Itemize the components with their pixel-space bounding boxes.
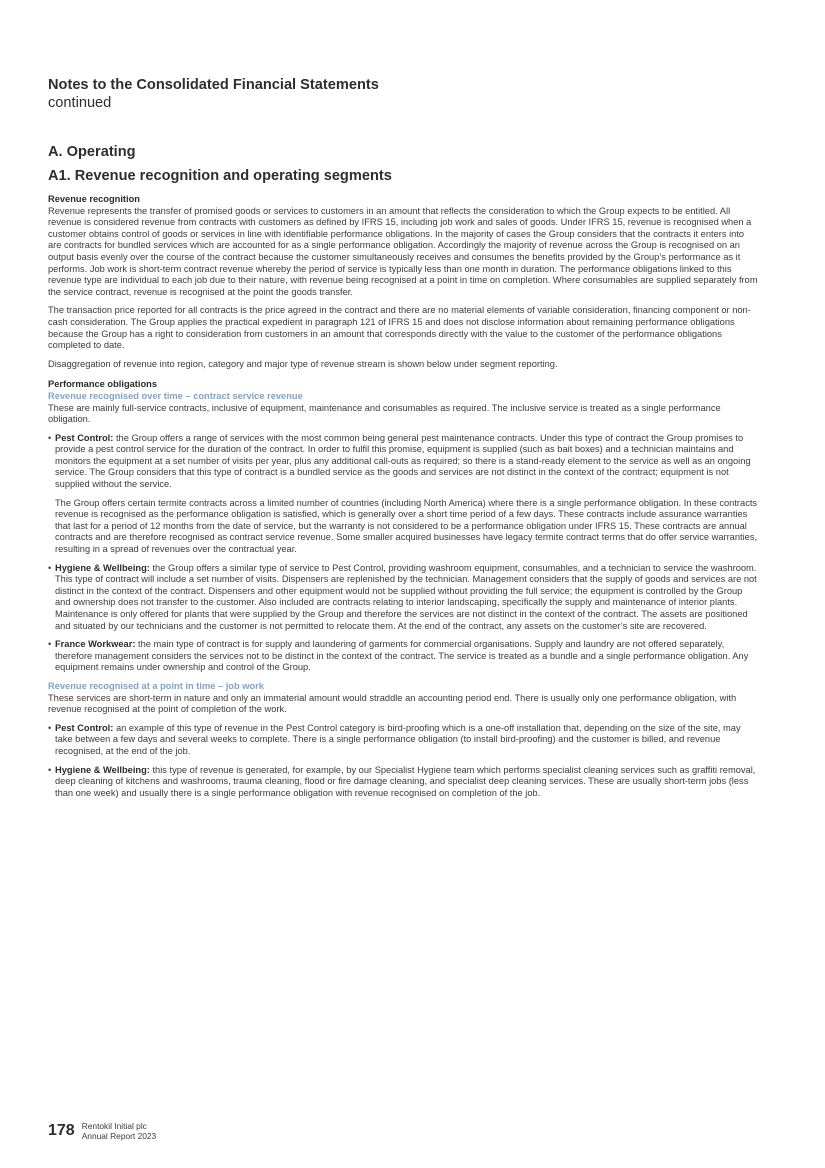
- over-time-heading: Revenue recognised over time – contract service revenue: [48, 390, 303, 401]
- bullet-pest-control-over-time: [48, 433, 758, 491]
- bullet-label: Pest Control:: [55, 722, 114, 733]
- bullet-france-workwear: [48, 639, 758, 674]
- bullet-text: the Group offers a range of services with the most common being general pest maintenance contracts. Under this type of contract the Group promises to provide a pest control service for the duration of the contract. In order to fulfil this promise, equipment is supplied (such as bait boxes) and a technician maintains and monitors the equipment at a set number of visits per year, plus any additional call-outs as required; so there is a stand-ready element to the service as well as an ongoing service. The Group considers that this type of contract is a bundled service as the goods and services are not distinct in the context of the contract; equipment is not supplied without the service.: [55, 432, 751, 490]
- bullet-text: the Group offers a similar type of service to Pest Control, providing washroom equipment, consumables, and a technician to service the washroom. This type of contract will include a set number of visits. Dispensers are replenished by the technician. Management considers that the supply of goods and services are not distinct in the context of the contract. Dispensers and other equipment would not be supplied without providing the full service; the equipment is controlled by the Group and ownership does not transfer to the customer. Also included are contracts relating to interior landscaping, specifically the supply and maintenance of interior plants. Maintenance is only offered for plants that were supplied by the Group and therefore the services are not distinct in the context of the contract. The assets are positioned and situated by our technicians and the customer is not permitted to relocate them. At the end of the contract, any assets on the customer’s site are recovered.: [55, 562, 757, 631]
- bullet-hygiene-wellbeing-job-work: [48, 765, 758, 800]
- footer-publication: [82, 1121, 157, 1141]
- bullet-label: Hygiene & Wellbeing:: [55, 562, 150, 573]
- footer-company: Rentokil Initial plc: [81, 1121, 147, 1131]
- section-title: A. Operating: [48, 144, 136, 160]
- revenue-recognition-paragraph-3: Disaggregation of revenue into region, category and major type of revenue stream is shown below under segment reporting.: [48, 358, 558, 369]
- bullet-dot: •: [48, 639, 52, 650]
- point-in-time-heading: Revenue recognised at a point in time – job work: [48, 680, 264, 691]
- revenue-recognition-heading: Revenue recognition: [48, 194, 140, 204]
- bullet-text: the main type of contract is for supply and laundering of garments for commercial organisations. Supply and laundry are not offered separately, therefore management considers the services not to be distinct in the context of the contract. The service is treated as a bundle and a single performance obligation. Any equipment remains under ownership and control of the Group.: [55, 639, 749, 673]
- page-number: 178: [48, 1122, 75, 1139]
- point-in-time-intro: These services are short-term in nature and only an immaterial amount would straddle an accounting period end. There is usually only one performance obligation, with revenue recognised at the point of completion of the work.: [48, 692, 737, 715]
- bullet-hygiene-wellbeing-over-time: [48, 563, 758, 633]
- bullet-label: Hygiene & Wellbeing:: [55, 764, 150, 775]
- bullet-dot: •: [48, 722, 52, 733]
- footer-report: Annual Report 2023: [81, 1131, 157, 1141]
- bullet-pest-control-job-work: [48, 723, 758, 758]
- revenue-recognition-paragraph-2: The transaction price reported for all contracts is the price agreed in the contract and there are no material elements of variable consideration, financing component or non-cash consideration. The Group applies the practical expedient in paragraph 121 of IFRS 15 and does not disclose information about remaining performance obligations because the Group has a right to consideration from customers in an amount that corresponds directly with the value to the customer of the performance obligations completed to date.: [48, 305, 751, 351]
- bullet-dot: •: [48, 562, 52, 573]
- bullet-label: Pest Control:: [55, 432, 114, 443]
- document-subtitle: continued: [48, 95, 112, 111]
- bullet-text: an example of this type of revenue in the Pest Control category is bird-proofing which is a one-off installation that, depending on the size of the site, may take between a few days and several weeks to complete. There is a single performance obligation (to install bird-proofing) and the customer is billed, and revenue recognised, at the end of the job.: [55, 722, 741, 756]
- section-subtitle: A1. Revenue recognition and operating segments: [48, 168, 392, 184]
- over-time-intro: These are mainly full-service contracts, inclusive of equipment, maintenance and consumables as required. The inclusive service is treated as a single performance obligation.: [48, 402, 721, 425]
- performance-obligations-heading: Performance obligations: [48, 379, 158, 390]
- termite-paragraph: The Group offers certain termite contracts across a limited number of countries (including North America) where there is a single performance obligation. In these contracts revenue is recognised as the performance obligation is satisfied, which is generally over a short time period of a few days. These contracts include assurance warranties that last for a period of 12 months from the date of service, but the warranty is not considered to be a performance obligation under IFRS 15. These contracts are annual contracts and are therefore recognised as contract service revenue. Some smaller acquired businesses have legacy termite contract terms that do offer service warranties, resulting in a spread of revenues over the contractual year.: [55, 497, 758, 555]
- page-footer: [48, 1121, 156, 1141]
- bullet-dot: •: [48, 764, 52, 775]
- bullet-dot: •: [48, 432, 52, 443]
- document-page: [48, 76, 758, 799]
- revenue-recognition-paragraph-1: Revenue represents the transfer of promised goods or services to customers in an amount that reflects the consideration to which the Group expects to be entitled. All revenue is considered revenue from contracts with customers as defined by IFRS 15, including job work and sales of goods. Under IFRS 15, revenue is recognised when a customer obtains control of goods or services in line with identifiable performance obligations. In the majority of cases the Group considers that the contracts it enters into are contracts for bundled services which are accounted for as a single performance obligation. Accordingly the majority of revenue across the Group is recognised on an output basis evenly over the course of the contract because the customer simultaneously receives and consumes the benefits provided by the Group’s performance as it performs. Job work is short-term contract revenue whereby the period of service is typically less than one month in duration. The performance obligations linked to this revenue type are individual to each job due to their nature, with revenue being recognised at a point in time on completion. Where consumables are supplied separately from the service contract, revenue is recognised at the point the goods transfer.: [48, 205, 758, 297]
- document-title: Notes to the Consolidated Financial Statements: [48, 77, 379, 93]
- bullet-label: France Workwear:: [55, 639, 136, 650]
- bullet-text: this type of revenue is generated, for example, by our Specialist Hygiene team which performs specialist cleaning services such as graffiti removal, deep cleaning of kitchens and washrooms, trauma cleaning, flood or fire damage cleaning, and specialist deep cleaning services. These are usually short-term jobs (less than one week) and usually there is a single performance obligation with revenue recognised on completion of the job.: [55, 764, 756, 798]
